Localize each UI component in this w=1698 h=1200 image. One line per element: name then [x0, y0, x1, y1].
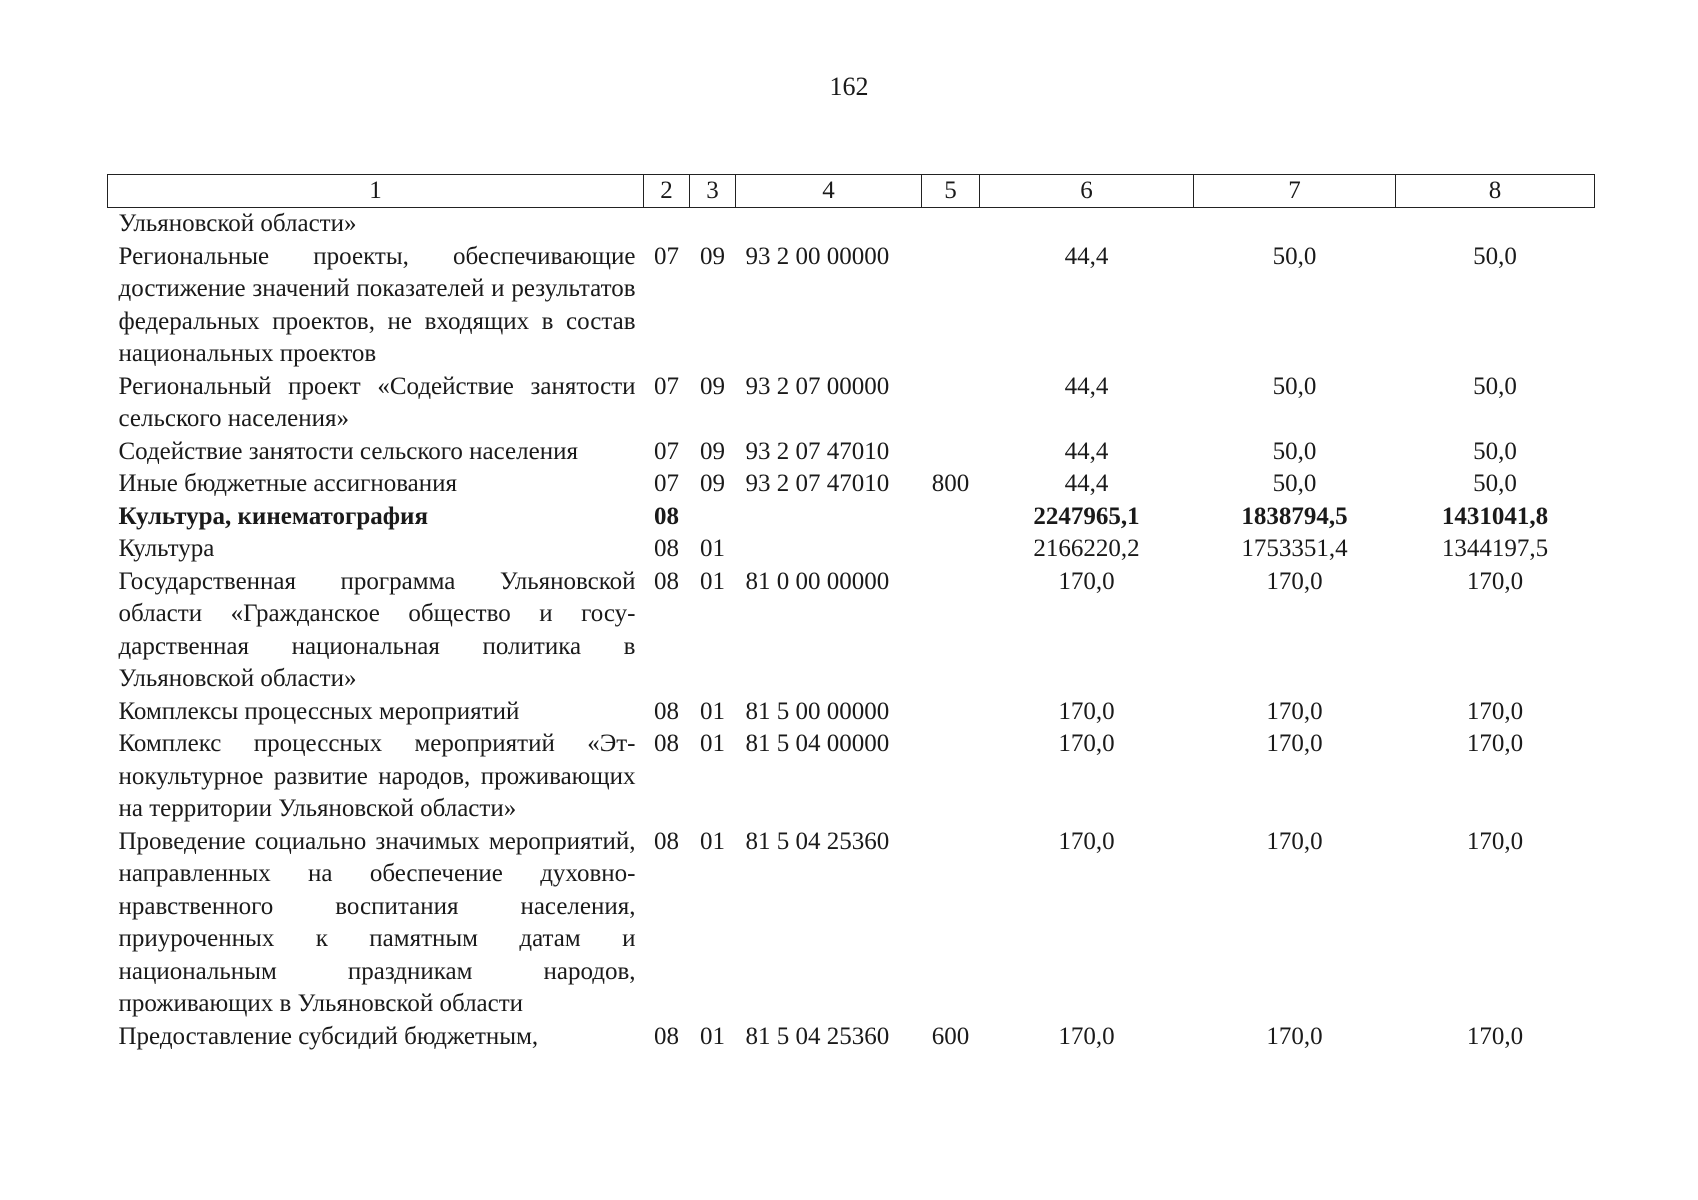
amount-col-7-cell: 170,0 [1266, 567, 1323, 595]
amount-col-7-cell: 1838794,5 [1241, 502, 1348, 530]
target-article-cell: 93 2 07 47010 [745, 470, 890, 497]
amount-col-7-cell: 170,0 [1266, 697, 1323, 725]
table-row [108, 241, 1595, 371]
amount-col-8-cell: 170,0 [1466, 697, 1524, 725]
amount-col-6-cell [980, 208, 1194, 241]
subsection-code-cell [690, 208, 736, 241]
header-col-4: 4 [736, 175, 922, 208]
table-row [108, 533, 1595, 566]
amount-col-6-cell: 170,0 [1058, 730, 1115, 757]
expense-type-cell [922, 533, 980, 566]
target-article-cell: 81 5 04 00000 [745, 730, 890, 757]
expense-type-cell: 600 [931, 1022, 970, 1050]
section-code-cell: 07 [654, 372, 679, 400]
subsection-code-cell: 01 [700, 1022, 725, 1050]
row-name-cell: Государственная программа Ульяновской области «Гражданское общество и государственная национальная политика в Ульяновской области» [118, 567, 636, 692]
section-code-cell: 08 [654, 567, 679, 595]
expense-type-cell [922, 371, 980, 436]
row-name-cell: Ульяновской области» [118, 210, 357, 237]
amount-col-8-cell: 50,0 [1473, 437, 1517, 465]
header-col-2: 2 [644, 175, 690, 208]
target-article-cell: 81 5 00 00000 [745, 697, 890, 725]
amount-col-8-cell [1396, 208, 1595, 241]
row-name-cell: Предоставление субсидий бюджетным, [118, 1022, 539, 1050]
expense-type-cell [922, 436, 980, 469]
subsection-code-cell: 01 [700, 567, 725, 595]
target-article-cell: 93 2 07 00000 [745, 372, 890, 400]
target-article-cell [736, 208, 922, 241]
subsection-code-cell: 01 [700, 730, 725, 757]
expense-type-cell [922, 728, 980, 826]
table-row [108, 826, 1595, 1021]
section-code-cell: 08 [654, 827, 679, 855]
target-article-cell [736, 533, 922, 566]
subsection-code-cell: 09 [700, 470, 725, 497]
table-row [108, 728, 1595, 826]
expense-type-cell [922, 501, 980, 534]
header-col-1: 1 [108, 175, 644, 208]
target-article-cell: 81 5 04 25360 [745, 1022, 890, 1050]
header-col-5: 5 [922, 175, 980, 208]
row-name-cell: Региональные проекты, обеспечивающие достижение значений показателей и результатов федеральных проектов, не входящих в состав национальных проектов [118, 242, 636, 367]
expense-type-cell: 800 [931, 470, 970, 497]
amount-col-6-cell: 44,4 [1064, 470, 1109, 497]
amount-col-6-cell: 170,0 [1058, 827, 1115, 855]
section-code-cell [644, 208, 690, 241]
table-row [108, 468, 1595, 501]
subsection-code-cell: 09 [700, 437, 725, 465]
amount-col-7-cell: 50,0 [1272, 437, 1317, 465]
expense-type-cell [922, 566, 980, 696]
subsection-code-cell: 01 [700, 535, 725, 562]
page-number [0, 72, 1698, 102]
target-article-cell: 81 5 04 25360 [745, 827, 890, 855]
table-row [108, 436, 1595, 469]
amount-col-6-cell: 44,4 [1064, 372, 1109, 400]
amount-col-7-cell: 1753351,4 [1241, 535, 1348, 562]
row-name-cell: Иные бюджетные ассигнования [118, 470, 458, 497]
target-article-cell [736, 501, 922, 534]
subsection-code-cell: 01 [700, 697, 725, 725]
amount-col-6-cell: 44,4 [1064, 242, 1109, 270]
amount-col-7-cell [1194, 208, 1396, 241]
amount-col-7-cell: 50,0 [1272, 242, 1317, 270]
header-row [108, 175, 1595, 208]
amount-col-6-cell: 44,4 [1064, 437, 1109, 465]
amount-col-8-cell: 170,0 [1466, 827, 1524, 855]
header-col-7: 7 [1194, 175, 1396, 208]
section-code-cell: 08 [654, 502, 679, 530]
table-row [108, 566, 1595, 696]
amount-col-8-cell: 50,0 [1473, 470, 1517, 497]
row-name-cell: Комплекс процессных мероприятий «Этнокультурное развитие народов, проживающих на территории Ульяновской области» [118, 730, 636, 822]
row-name-cell: Региональный проект «Содействие занятости сельского населения» [118, 372, 636, 432]
table-body [108, 208, 1595, 1054]
amount-col-8-cell: 170,0 [1466, 730, 1524, 757]
amount-col-6-cell: 2247965,1 [1033, 502, 1140, 530]
row-name-cell: Содействие занятости сельского населения [118, 437, 578, 465]
expense-type-cell [922, 241, 980, 371]
page-number-text: 162 [829, 72, 869, 101]
amount-col-6-cell: 2166220,2 [1033, 535, 1140, 562]
amount-col-8-cell: 170,0 [1466, 1022, 1524, 1050]
row-name-cell: Проведение социально значимых мероприятий, направленных на обеспечение духовно-нравственного воспитания населения, приуроченных к памятным датам и национальным праздникам народов, проживающих в Ульяновской области [118, 827, 636, 1017]
amount-col-7-cell: 170,0 [1266, 730, 1323, 757]
table-row [108, 208, 1595, 241]
budget-table [107, 174, 1595, 1053]
amount-col-7-cell: 50,0 [1272, 470, 1317, 497]
section-code-cell: 07 [654, 437, 679, 465]
subsection-code-cell: 01 [700, 827, 725, 855]
amount-col-6-cell: 170,0 [1058, 567, 1115, 595]
amount-col-8-cell: 1431041,8 [1441, 502, 1549, 530]
expense-type-cell [922, 826, 980, 1021]
table-row [108, 501, 1595, 534]
table-header [108, 175, 1595, 208]
section-code-cell: 08 [654, 535, 679, 562]
section-code-cell: 07 [654, 470, 679, 497]
amount-col-7-cell: 170,0 [1266, 827, 1323, 855]
section-code-cell: 08 [654, 697, 679, 725]
subsection-code-cell: 09 [700, 372, 725, 400]
amount-col-8-cell: 1344197,5 [1441, 535, 1549, 562]
header-col-8: 8 [1396, 175, 1595, 208]
table-row [108, 1021, 1595, 1054]
table-row [108, 696, 1595, 729]
section-code-cell: 07 [654, 242, 679, 270]
row-name-cell: Культура [118, 535, 215, 562]
amount-col-7-cell: 170,0 [1266, 1022, 1323, 1050]
amount-col-8-cell: 50,0 [1473, 372, 1517, 400]
amount-col-6-cell: 170,0 [1058, 1022, 1115, 1050]
subsection-code-cell [690, 501, 736, 534]
target-article-cell: 81 0 00 00000 [745, 567, 890, 595]
header-col-6: 6 [980, 175, 1194, 208]
expense-type-cell [922, 208, 980, 241]
target-article-cell: 93 2 07 47010 [745, 437, 890, 465]
target-article-cell: 93 2 00 00000 [745, 242, 890, 270]
row-name-cell: Культура, кинематография [118, 502, 428, 530]
amount-col-6-cell: 170,0 [1058, 697, 1115, 725]
subsection-code-cell: 09 [700, 242, 725, 270]
row-name-cell: Комплексы процессных мероприятий [118, 697, 520, 725]
section-code-cell: 08 [654, 730, 679, 757]
amount-col-8-cell: 170,0 [1466, 567, 1524, 595]
table-row [108, 371, 1595, 436]
expense-type-cell [922, 696, 980, 729]
amount-col-7-cell: 50,0 [1272, 372, 1317, 400]
section-code-cell: 08 [654, 1022, 679, 1050]
amount-col-8-cell: 50,0 [1473, 242, 1517, 270]
header-col-3: 3 [690, 175, 736, 208]
